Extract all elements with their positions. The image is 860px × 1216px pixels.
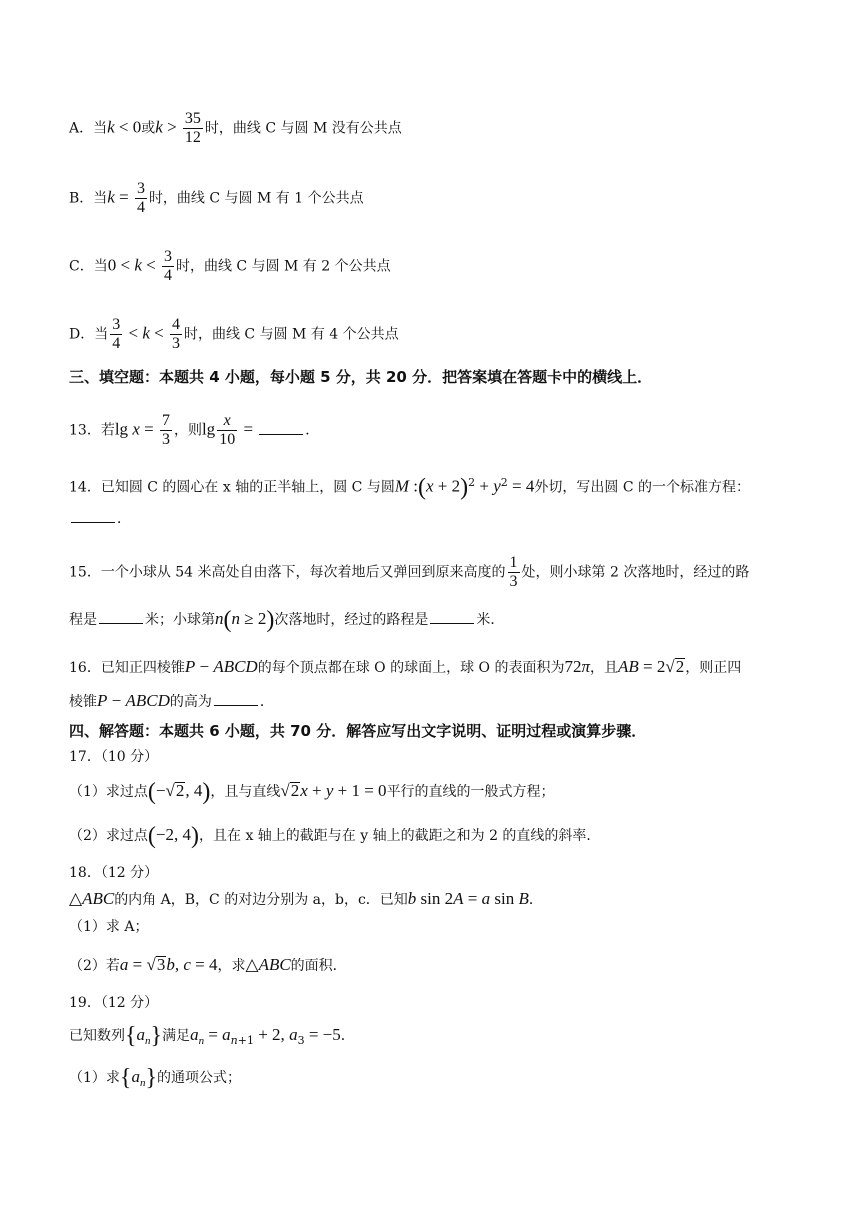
q15-fraction: $\frac{1}{3}$ (509, 554, 518, 590)
q14-text-b: 外切，写出圆 C 的一个标准方程： (534, 479, 750, 496)
q18-p2-text-c: 的面积． (290, 958, 347, 974)
question-17-header: 17．（10 分） (69, 749, 159, 765)
question-18-header: 18．（12 分） (69, 865, 159, 881)
q13-fraction-2: $\frac{x}{10}$ (219, 412, 236, 448)
q13-prefix: 13．若 (69, 422, 115, 439)
section-3-heading: 三、填空题：本题共 4 小题，每小题 5 分，共 20 分．把答案填在答题卡中的横线上． (69, 368, 653, 386)
option-c-fraction: $\frac{3}{4}$ (163, 248, 172, 284)
q17-p1-text-a: （1）求过点 (69, 784, 148, 800)
q16-answer-blank[interactable] (214, 691, 258, 706)
question-14-line-1: 14．已知圆 C 的圆心在 x 轴的正半轴上，圆 C 与圆M :(x + $2)^2 + y^2 = 4$外切，写出圆 C 的一个标准方程： (69, 474, 750, 501)
q16-text-c: ，且 (590, 660, 618, 676)
q19-statement-text-b: 满足 (162, 1028, 191, 1044)
q15-answer-blank-1[interactable] (99, 609, 143, 624)
q19-statement-text-a: 已知数列 (69, 1028, 125, 1044)
option-d-text: 时，曲线 C 与圆 M 有 4 个公共点 (183, 326, 399, 343)
q18-p2-text-a: （2）若 (69, 958, 120, 974)
option-d-fraction-1: $\frac{3}{4}$ (112, 316, 121, 352)
question-16-line-2: 棱锥P − ABCD的高为 ． (69, 691, 274, 710)
question-18-statement: △ABC的内角 A，B，C 的对边分别为 a，b，c．已知b sin 2A = a sin B． (69, 889, 543, 908)
option-c: C．当0 < k < $\frac{3}{4}$ 时，曲线 C 与圆 M 有 2 个公共点 (69, 248, 391, 284)
question-19-part-1: （1）求$\{a_n\}$的通项公式； (69, 1065, 241, 1091)
option-c-text: 时，曲线 C 与圆 M 有 2 个公共点 (175, 258, 391, 275)
option-a-text: 时，曲线 C 与圆 M 没有公共点 (204, 120, 402, 137)
question-15-line-2: 程是 米；小球第n(n ≥ 2)次落地时，经过的路程是 米． (69, 607, 505, 633)
option-c-label: C．当 (69, 258, 108, 275)
q16-end: ． (259, 694, 274, 710)
question-17-part-1: （1）求过点(−√2, 4)，且与直线√2x + y + 1 = 0平行的直线的一般式方程； (69, 779, 555, 805)
q15-text-d: 米；小球第 (145, 612, 215, 628)
q15-answer-blank-2[interactable] (430, 609, 474, 624)
q14-answer-blank[interactable] (71, 508, 115, 523)
q16-text-a: 16．已知正四棱锥 (69, 660, 185, 676)
question-19-statement: 已知数列$\{a_n\}$满足$a_n = a_{n+1} + 2$, $a_3 = -5$． (69, 1023, 355, 1049)
q18-p2-text-b: ，求 (217, 958, 246, 974)
option-a-label: A．当 (69, 120, 108, 137)
q13-answer-blank[interactable] (259, 420, 303, 435)
question-18-part-2: （2）若a = √3b, c = 4，求△ABC的面积． (69, 955, 347, 974)
question-17-part-2: （2）求过点(−2, 4)，且在 x 轴上的截距与在 y 轴上的截距之和为 2 的直线的斜率． (69, 823, 601, 849)
option-d: D．当 $\frac{3}{4}$ < k < $\frac{4}{3}$ 时，曲线 C 与圆 M 有 4 个公共点 (69, 316, 399, 352)
q18-statement-text: 的内角 A，B，C 的对边分别为 a，b，c．已知 (114, 892, 408, 908)
q13-end: ． (305, 422, 320, 439)
option-a-fraction: $\frac{35}{12}$ (184, 110, 201, 146)
q15-text-c: 程是 (69, 612, 97, 628)
q19-p1-text-b: 的通项公式； (156, 1070, 241, 1086)
question-18-part-1: （1）求 A； (69, 919, 149, 935)
q15-text-e: 次落地时，经过的路程是 (274, 612, 429, 628)
section-4-heading: 四、解答题：本题共 6 小题，共 70 分．解答应写出文字说明、证明过程或演算步骤． (69, 722, 647, 740)
option-b-text: 时，曲线 C 与圆 M 有 1 个公共点 (148, 190, 364, 207)
option-d-label: D．当 (69, 326, 109, 343)
q18-statement-end: ． (528, 892, 543, 908)
option-b-fraction: $\frac{3}{4}$ (136, 180, 145, 216)
q17-p1-text-c: 平行的直线的一般式方程； (386, 784, 555, 800)
q13-mid: ，则 (173, 422, 202, 439)
q14-end: ． (117, 511, 131, 527)
option-b: B．当k = $\frac{3}{4}$ 时，曲线 C 与圆 M 有 1 个公共点 (69, 180, 364, 216)
option-a: A．当k < 0或k > $\frac{35}{12}$ 时，曲线 C 与圆 M 没有公共点 (69, 110, 402, 146)
q15-text-b: 处，则小球第 2 次落地时，经过的路 (521, 564, 750, 581)
q14-text-a: 14．已知圆 C 的圆心在 x 轴的正半轴上，圆 C 与圆 (69, 479, 395, 496)
option-b-label: B．当 (69, 190, 108, 207)
option-d-fraction-2: $\frac{4}{3}$ (171, 316, 180, 352)
q16-text-f: 的高为 (169, 694, 212, 710)
option-a-or: 或 (141, 120, 156, 137)
q17-p2-text-b: ，且在 x 轴上的截距与在 y 轴上的截距之和为 2 的直线的斜率． (199, 828, 601, 844)
q16-text-e: 棱锥 (69, 694, 97, 710)
q17-p2-text-a: （2）求过点 (69, 828, 148, 844)
q19-p1-text-a: （1）求 (69, 1070, 120, 1086)
q17-p1-text-b: ，且与直线 (210, 784, 281, 800)
question-13: 13．若lg x = $\frac{7}{3}$ ，则lg $\frac{x}{10}$ = ． (69, 412, 320, 448)
q15-text-a: 15．一个小球从 54 米高处自由落下，每次着地后又弹回到原来高度的 (69, 564, 506, 581)
question-19-header: 19．（12 分） (69, 995, 159, 1011)
q16-text-b: 的每个顶点都在球 O 的球面上，球 O 的表面积为 (257, 660, 565, 676)
q13-fraction: $\frac{7}{3}$ (161, 412, 170, 448)
q19-statement-end: ． (340, 1028, 355, 1044)
question-15-line-1 (69, 554, 800, 591)
q16-text-d: ，则正四 (685, 660, 742, 676)
question-14-line-2 (69, 508, 800, 530)
question-16-line-1: 16．已知正四棱锥P − ABCD的每个顶点都在球 O 的球面上，球 O 的表面积为72π，且AB = 2√2，则正四 (69, 657, 742, 676)
q15-text-f: 米． (476, 612, 505, 628)
